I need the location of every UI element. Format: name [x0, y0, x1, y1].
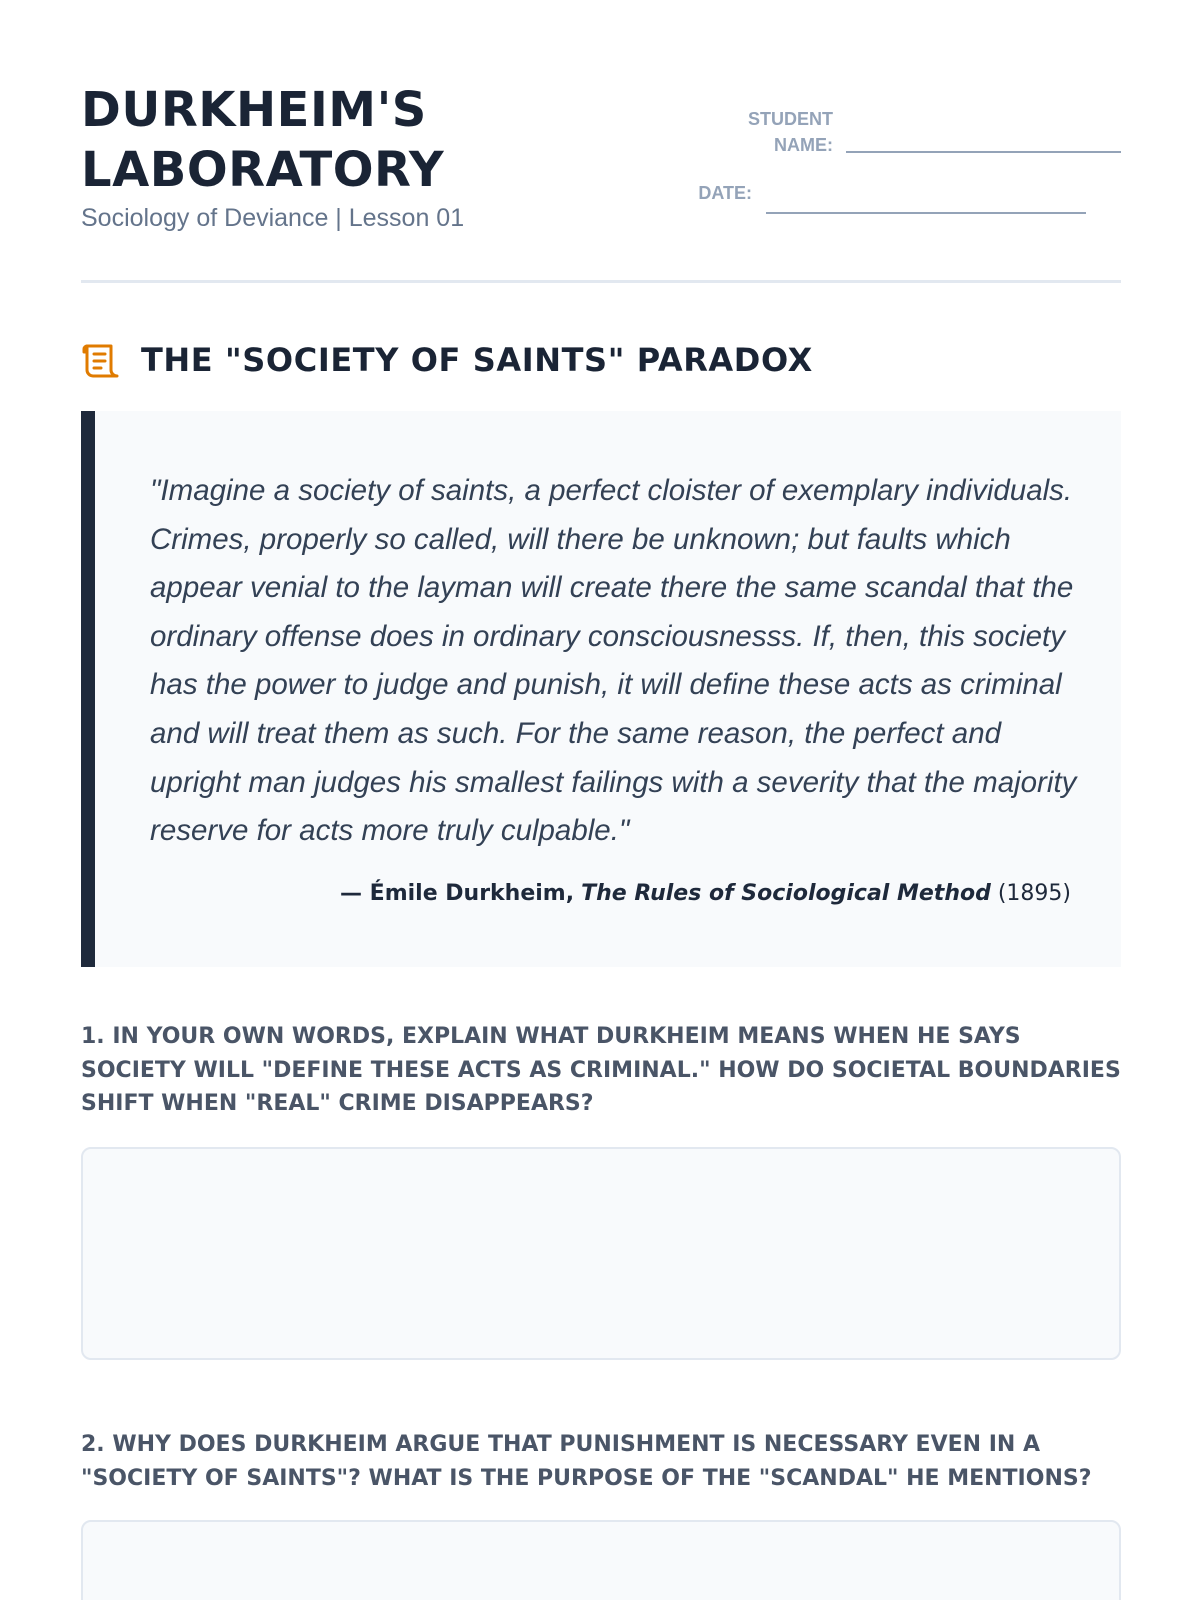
section-title: THE "SOCIETY OF SAINTS" PARADOX: [141, 341, 813, 379]
worksheet-header: [81, 80, 1121, 246]
question-2: 2. WHY DOES DURKHEIM ARGUE THAT PUNISHMENT IS NECESSARY EVEN IN A "SOCIETY OF SAINTS"? WHAT IS THE PURPOSE OF THE "SCANDAL" HE MENTIONS?: [81, 1432, 1092, 1491]
worksheet-page: [81, 0, 1121, 1600]
quote-text: "Imagine a society of saints, a perfect cloister of exemplary individuals. Crimes, properly so called, will there be unknown; but faults which appear venial to the layman will create there the same scandal that the ordinary offense does in ordinary consciousnesss. If, then, this society has the power to judge and punish, it will define these acts as criminal and will treat them as such. For the same reason, the perfect and upright man judges his smallest failings with a severity that the majority reserve for acts more truly culpable.": [150, 474, 1077, 848]
date-label: DATE:: [698, 183, 752, 203]
date-field[interactable]: [766, 212, 1086, 214]
worksheet-title: DURKHEIM'S LABORATORY: [81, 82, 445, 198]
quote-book-title: The Rules of Sociological Method: [581, 881, 991, 906]
quote-year: (1895): [997, 881, 1071, 906]
answer-box-1[interactable]: [81, 1147, 1121, 1360]
student-name-field[interactable]: [846, 151, 1121, 153]
worksheet-subtitle: Sociology of Deviance | Lesson 01: [81, 204, 465, 232]
header-divider: [81, 280, 1121, 283]
quote-author: — Émile Durkheim,: [340, 881, 575, 906]
quote-attribution: [340, 879, 1071, 909]
answer-box-2[interactable]: [81, 1520, 1121, 1600]
student-name-label: STUDENT NAME:: [748, 109, 833, 155]
scroll-icon: [81, 343, 119, 379]
question-1: 1. IN YOUR OWN WORDS, EXPLAIN WHAT DURKHEIM MEANS WHEN HE SAYS SOCIETY WILL "DEFINE THESE ACTS AS CRIMINAL." HOW DO SOCIETAL BOUNDARIES SHIFT WHEN "REAL" CRIME DISAPPEARS?: [81, 1024, 1121, 1116]
quote-block: [81, 411, 1121, 967]
